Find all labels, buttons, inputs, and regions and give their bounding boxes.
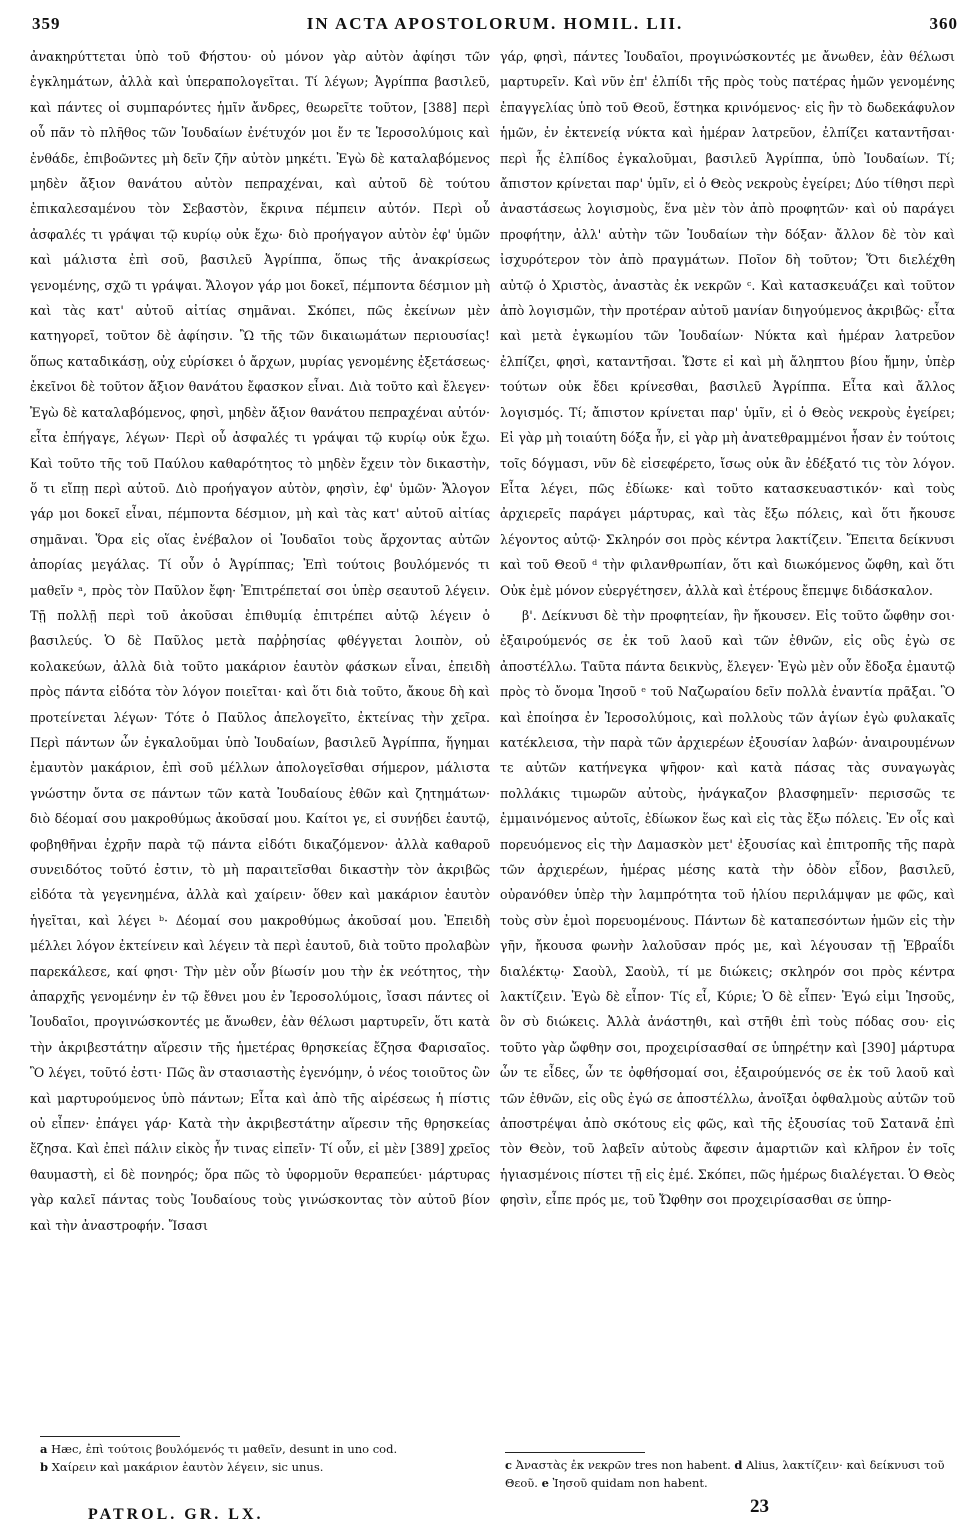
footnote-text: Ἰησοῦ quidam non habent. bbox=[552, 1476, 708, 1490]
footnote-mark: a bbox=[40, 1442, 48, 1456]
footnote-text: Ἀναστὰς ἐκ νεκρῶν tres non habent. bbox=[515, 1458, 731, 1472]
footnote-text: Alius, λακτίζειν· καὶ δείκνυσι τοῦ Θεοῦ. bbox=[505, 1458, 945, 1490]
right-paragraph-2: β'. Δείκνυσι δὲ τὴν προφητείαν, ἣν ἤκουσεν. Εἰς τοῦτο ὤφθην σοι· ἐξαιρούμενός σε ἐκ τοῦ λαοῦ καὶ τῶν ἐθνῶν, εἰς οὓς ἐγὼ σε ἀποστέλλω. Ταῦτα πάντα δεικνὺς, ἔλεγεν· Ἐγὼ μὲν οὖν ἔδοξα ἐμαυτῷ πρὸς τὸ ὄνομα Ἰησοῦ ᵉ τοῦ Ναζωραίου δεῖν πολλὰ ἐναντία πρᾶξαι. Ὃ καὶ ἐποίησα ἐν Ἱεροσολύμοις, καὶ πολλοὺς τῶν ἁγίων ἐγὼ φυλακαῖς κατέκλεισα, τὴν παρὰ τῶν ἀρχιερέων ἐξουσίαν λαβών· ἀναιρουμένων τε αὐτῶν κατήνεγκα ψῆφον· καὶ κατὰ πάσας τὰς συναγωγὰς πολλάκις τιμωρῶν αὐτοὺς, ἠνάγκαζον βλασφημεῖν· περισσῶς τε ἐμμαινόμενος αὐτοῖς, ἐδίωκον ἕως καὶ εἰς τὰς ἔξω πόλεις. Ἐν οἷς καὶ πορευόμενος εἰς τὴν Δαμασκὸν μετ' ἐξουσίας καὶ ἐπιτροπῆς τῆς παρὰ τῶν ἀρχιερέων, ἡμέρας μέσης κατὰ τὴν ὁδὸν εἶδον, βασιλεῦ, οὐρανόθεν ὑπὲρ τὴν λαμπρότητα τοῦ ἡλίου περιλάμψαν με φῶς, καὶ τοὺς σὺν ἐμοὶ πορευομένους. Πάντων δὲ καταπεσόντων ἡμῶν εἰς τὴν γῆν, ἤκουσα φωνὴν λαλοῦσαν πρός με, καὶ λέγουσαν τῇ Ἑβραΐδι διαλέκτῳ· Σαοὺλ, Σαοὺλ, τί με διώκεις; σκληρόν σοι πρὸς κέντρα λακτίζειν. Ἐγὼ δὲ εἶπον· Τίς εἶ, Κύριε; Ὁ δὲ εἶπεν· Ἐγώ εἰμι Ἰησοῦς, ὃν σὺ διώκεις. Ἀλλὰ ἀνάστηθι, καὶ στῆθι ἐπὶ τοὺς πόδας σου· εἰς τοῦτο γὰρ ὤφθην σοι, προχειρίσασθαί σε ὑπηρέτην καὶ [390] μάρτυρα ὧν τε εἶδες, ὧν τε ὀφθήσομαί σοι, ἐξαιρούμενός σε ἐκ τοῦ λαοῦ καὶ τῶν ἐθνῶν, εἰς οὓς ἐγώ σε ἀποστέλλω, ἀνοῖξαι ὀφθαλμοὺς αὐτῶν τοῦ ἀποστρέψαι ἀπὸ σκότους εἰς φῶς, καὶ τῆς ἐξουσίας τοῦ Σατανᾶ ἐπὶ τὸν Θεὸν, τοῦ λαβεῖν αὐτοὺς ἄφεσιν ἁμαρτιῶν καὶ κλῆρον ἐν τοῖς ἡγιασμένοις πίστει τῇ εἰς ἐμέ. Σκόπει, πῶς ἡμέρως διαλέγεται. Ὁ Θεὸς φησὶν, εἶπε πρός με, τοῦ Ὤφθην σοι προχειρίσασθαι σε ὑπηρ- bbox=[500, 607, 955, 1208]
footnote bbox=[40, 1458, 490, 1476]
footnotes-left bbox=[40, 1440, 490, 1476]
footnote-group bbox=[505, 1456, 955, 1492]
left-column bbox=[30, 44, 490, 1238]
running-header bbox=[32, 10, 958, 38]
right-column bbox=[500, 44, 955, 1213]
volume-signature: PATROL. GR. LX. bbox=[88, 1506, 264, 1523]
footnote-rule-right bbox=[505, 1452, 645, 1453]
footnotes-right bbox=[505, 1456, 955, 1492]
footnote-text: Hæc, ἐπὶ τούτοις βουλόμενός τι μαθεῖν, desunt in uno cod. bbox=[51, 1442, 398, 1456]
right-paragraph-1: γάρ, φησὶ, πάντες Ἰουδαῖοι, προγινώσκοντές με ἄνωθεν, ἐὰν θέλωσι μαρτυρεῖν. Καὶ νῦν ἐπ' ἐλπίδι τῆς πρὸς τοὺς πατέρας ἡμῶν γενομένης ἐπαγγελίας ὑπὸ τοῦ Θεοῦ, ἕστηκα κρινόμενος· εἰς ἣν τὸ δωδεκάφυλον ἡμῶν, ἐν ἐκτενείᾳ νύκτα καὶ ἡμέραν λατρεῦον, ἐλπίζει καταντῆσαι· περὶ ἧς ἐλπίδος ἐγκαλοῦμαι, βασιλεῦ Ἀγρίππα, ὑπὸ Ἰουδαίων. Τί; ἄπιστον κρίνεται παρ' ὑμῖν, εἰ ὁ Θεὸς νεκροὺς ἐγείρει; Δύο τίθησι περὶ ἀναστάσεως λογισμοὺς, ἕνα μὲν τὸν ἀπὸ προφητῶν· καὶ οὐ παράγει προφήτην, ἀλλ' αὐτὴν τῶν Ἰουδαίων τὴν δόξαν· ἄλλον δὲ τὸν καὶ ἰσχυρότερον τὸν ἀπὸ πραγμάτων. Ποῖον δὴ τοῦτον; Ὅτι διελέχθη αὐτῷ ὁ Χριστὸς, ἀναστὰς ἐκ νεκρῶν ᶜ. Καὶ κατασκευάζει καὶ τοῦτον ἀπὸ λογισμῶν, τὴν προτέραν αὐτοῦ μανίαν διηγούμενος ἀκριβῶς· εἶτα καὶ μετὰ ἐγκωμίου τῶν Ἰουδαίων· Νύκτα καὶ ἡμέραν λατρεῦον ἐλπίζει, φησὶ, καταντῆσαι. Ὥστε εἰ καὶ μὴ ἄληπτου βίου ἤμην, ὑπὲρ τούτων οὐκ ἔδει κρίνεσθαι, βασιλεῦ Ἀγρίππα. Εἶτα καὶ ἄλλος λογισμός. Τί; ἄπιστον κρίνεται παρ' ὑμῖν, εἰ ὁ Θεὸς νεκροὺς ἐγείρει; Εἰ γὰρ μὴ τοιαύτη δόξα ἦν, εἰ γὰρ μὴ ἀνατεθραμμένοι ἦσαν ἐν τούτοις τοῖς δόγμασι, νῦν δὲ εἰσεφέρετο, ἴσως οὐκ ἂν ἐδέξατό τις τὸν λόγον. Εἶτα λέγει, πῶς ἐδίωκε· καὶ τοῦτο κατασκευαστικόν· καὶ τοὺς ἀρχιερεῖς παράγει μάρτυρας, καὶ τὰς ἔξω πόλεις, καὶ ὅτι ἤκουσε λέγοντος αὐτῷ· Σκληρόν σοι πρὸς κέντρα λακτίζειν. Ἔπειτα δείκνυσι καὶ τοῦ Θεοῦ ᵈ τὴν φιλανθρωπίαν, ὅτι καὶ διωκόμενος ὤφθη, καὶ ὅτι Οὐκ ἐμὲ μόνον εὐεργέτησεν, ἀλλὰ καὶ ἑτέρους ἔπεμψε διδάσκαλον. bbox=[500, 49, 955, 598]
sheet-number: 23 bbox=[750, 1496, 769, 1517]
page-number-left: 359 bbox=[32, 14, 61, 33]
page-number-right: 360 bbox=[929, 14, 958, 33]
footnote-text: Χαίρειν καὶ μακάριον ἑαυτὸν λέγειν, sic unus. bbox=[51, 1460, 324, 1474]
footnote-rule-left bbox=[40, 1436, 180, 1437]
footnote bbox=[40, 1440, 490, 1458]
footnote-mark: d bbox=[734, 1458, 743, 1472]
running-title: IN ACTA APOSTOLORUM. HOMIL. LII. bbox=[306, 14, 684, 33]
footnote-mark: c bbox=[505, 1458, 513, 1472]
left-paragraph: ἀνακηρύττεται ὑπὸ τοῦ Φήστου· οὐ μόνον γὰρ αὐτὸν ἀφίησι τῶν ἐγκλημάτων, ἀλλὰ καὶ ὑπεραπολογεῖται. Τί λέγων; Ἀγρίππα βασιλεῦ, καὶ πάντες οἱ συμπαρόντες ἡμῖν ἄνδρες, θεωρεῖτε τοῦτον, [388] περὶ οὗ πᾶν τὸ πλῆθος τῶν Ἰουδαίων ἐνέτυχόν μοι ἔν τε Ἱεροσολύμοις καὶ ἐνθάδε, ἐπιβοῶντες μὴ δεῖν ζῆν αὐτὸν μηκέτι. Ἐγὼ δὲ καταλαβόμενος μηδὲν ἄξιον θανάτου αὐτὸν πεπραχέναι, καὶ αὐτοῦ δὲ τούτου ἐπικαλεσαμένου τὸν Σεβαστὸν, ἔκρινα πέμπειν αὐτόν. Περὶ οὗ ἀσφαλές τι γράψαι τῷ κυρίῳ οὐκ ἔχω· διὸ προήγαγον αὐτὸν ἐφ' ὑμῶν καὶ μάλιστα ἐπὶ σοῦ, βασιλεῦ Ἀγρίππα, ὅπως τῆς ἀνακρίσεως γενομένης, σχῶ τι γράψαι. Ἄλογον γάρ μοι δοκεῖ, πέμποντα δέσμιον μὴ καὶ τὰς κατ' αὐτοῦ αἰτίας σημᾶναι. Σκόπει, πῶς ἐκείνων μὲν κατηγορεῖ, τοῦτον δὲ ἀφίησιν. Ὢ τῆς τῶν δικαιωμάτων περιουσίας! ὅπως καταδικάσῃ, οὐχ εὑρίσκει ὁ ἄρχων, μυρίας γενομένης ἐξετάσεως· ἐκεῖνοι δὲ τοῦτον ἄξιον θανάτου ἔφασκον εἶναι. Διὰ τοῦτο καὶ ἔλεγεν· Ἐγὼ δὲ καταλαβόμενος, φησὶ, μηδὲν ἄξιον θανάτου πεπραχέναι αὐτόν· εἶτα ἐπήγαγε, λέγων· Περὶ οὗ ἀσφαλές τι γράψαι τῷ κυρίῳ οὐκ ἔχω. Καὶ τοῦτο τῆς τοῦ Παύλου καθαρότητος τὸ μηδὲν ἔχειν τὸν δικαστὴν, ὅ τι εἴπῃ περὶ αὐτοῦ. Διὸ προήγαγον αὐτὸν, φησὶν, ἐφ' ὑμῶν· Ἄλογον γάρ μοι δοκεῖ εἶναι, πέμποντα δέσμιον, μὴ καὶ τὰς κατ' αὐτοῦ αἰτίας σημᾶναι. Ὅρα εἰς οἵας ἐνέβαλον οἱ Ἰουδαῖοι τοὺς ἄρχοντας αὐτῶν ἀπορίας μεγάλας. Τί οὖν ὁ Ἀγρίππας; Ἐπὶ τούτοις βουλόμενός τι μαθεῖν ᵃ, πρὸς τὸν Παῦλον ἔφη· Ἐπιτρέπεταί σοι ὑπὲρ σεαυτοῦ λέγειν. Τῇ πολλῇ περὶ τοῦ ἀκοῦσαι ἐπιθυμίᾳ ἐπιτρέπει αὐτῷ λέγειν ὁ βασιλεύς. Ὁ δὲ Παῦλος μετὰ παῤῥησίας φθέγγεται λοιπὸν, οὐ κολακεύων, ἀλλὰ διὰ τοῦτο μακάριον ἑαυτὸν φάσκων εἶναι, ἐπειδὴ πρὸς πάντα εἰδότα τὸν λόγον ποιεῖται· καὶ ὅτι διὰ τοῦτο, ἄκουε δὴ καὶ προτείνεται λέγων· Τότε ὁ Παῦλος ἀπελογεῖτο, ἐκτείνας τὴν χεῖρα. Περὶ πάντων ὧν ἐγκαλοῦμαι ὑπὸ Ἰουδαίων, βασιλεῦ Ἀγρίππα, ἥγημαι ἐμαυτὸν μακάριον, ἐπὶ σοῦ μέλλων ἀπολογεῖσθαι σήμερον, μάλιστα γνώστην ὄντα σε πάντων τῶν κατὰ Ἰουδαίους ἐθῶν καὶ ζητημάτων· διὸ δέομαί σου μακροθύμως ἀκοῦσαί μου. Καίτοι γε, εἰ συνῄδει ἑαυτῷ, φοβηθῆναι ἐχρῆν παρὰ τῷ πάντα εἰδότι δικαζόμενον· ἀλλὰ καθαροῦ συνειδότος τοῦτό ἐστιν, τὸ μὴ παραιτεῖσθαι δικαστὴν τὸν ἀκριβῶς εἰδότα τὰ γεγενημένα, ἀλλὰ καὶ χαίρειν· ὅθεν καὶ μακάριον ἑαυτὸν ἡγεῖται, καὶ λέγει ᵇ· Δέομαί σου μακροθύμως ἀκοῦσαί μου. Ἐπειδὴ μέλλει λόγον ἐκτείνειν καὶ λέγειν τὰ περὶ ἑαυτοῦ, διὰ τοῦτο προλαβὼν παρεκάλεσε, καί φησι· Τὴν μὲν οὖν βίωσίν μου τὴν ἐκ νεότητος, τὴν ἀπαρχῆς γενομένην ἐν τῷ ἔθνει μου ἐν Ἱεροσολύμοις, ἴσασι πάντες οἱ Ἰουδαῖοι, προγινώσκοντές με ἄνωθεν, ἐὰν θέλωσι μαρτυρεῖν, ὅτι κατὰ τὴν ἀκριβεστάτην αἵρεσιν τῆς ἡμετέρας θρησκείας ἔζησα Φαρισαῖος. Ὃ λέγει, τοῦτό ἐστι· Πῶς ἂν στασιαστὴς ἐγενόμην, ὁ νέος τοιοῦτος ὢν καὶ μαρτυρούμενος ὑπὸ πάντων; Εἶτα καὶ ἀπὸ τῆς αἱρέσεως ἡ πίστις οὐ εἶπεν· ἐπάγει γάρ· Κατὰ τὴν ἀκριβεστάτην αἵρεσιν τῆς θρησκείας ἔζησα. Καὶ ἐπεὶ πάλιν εἰκὸς ἦν τινας εἰπεῖν· Τί οὖν, εἰ μὲν [389] χρεῖος θαυμαστὴ, εἰ δὲ πονηρός; ὅρα πῶς τὸ ὑφορμοῦν θεραπεύει· μάρτυρας γὰρ καλεῖ πάντας τοὺς Ἰουδαίους τοὺς γινώσκοντας τὸν αὐτοῦ βίον καὶ τὴν ἀναστροφήν. Ἴσασι bbox=[30, 49, 490, 1233]
footnote-mark: b bbox=[40, 1460, 49, 1474]
footnote-mark: e bbox=[541, 1476, 549, 1490]
